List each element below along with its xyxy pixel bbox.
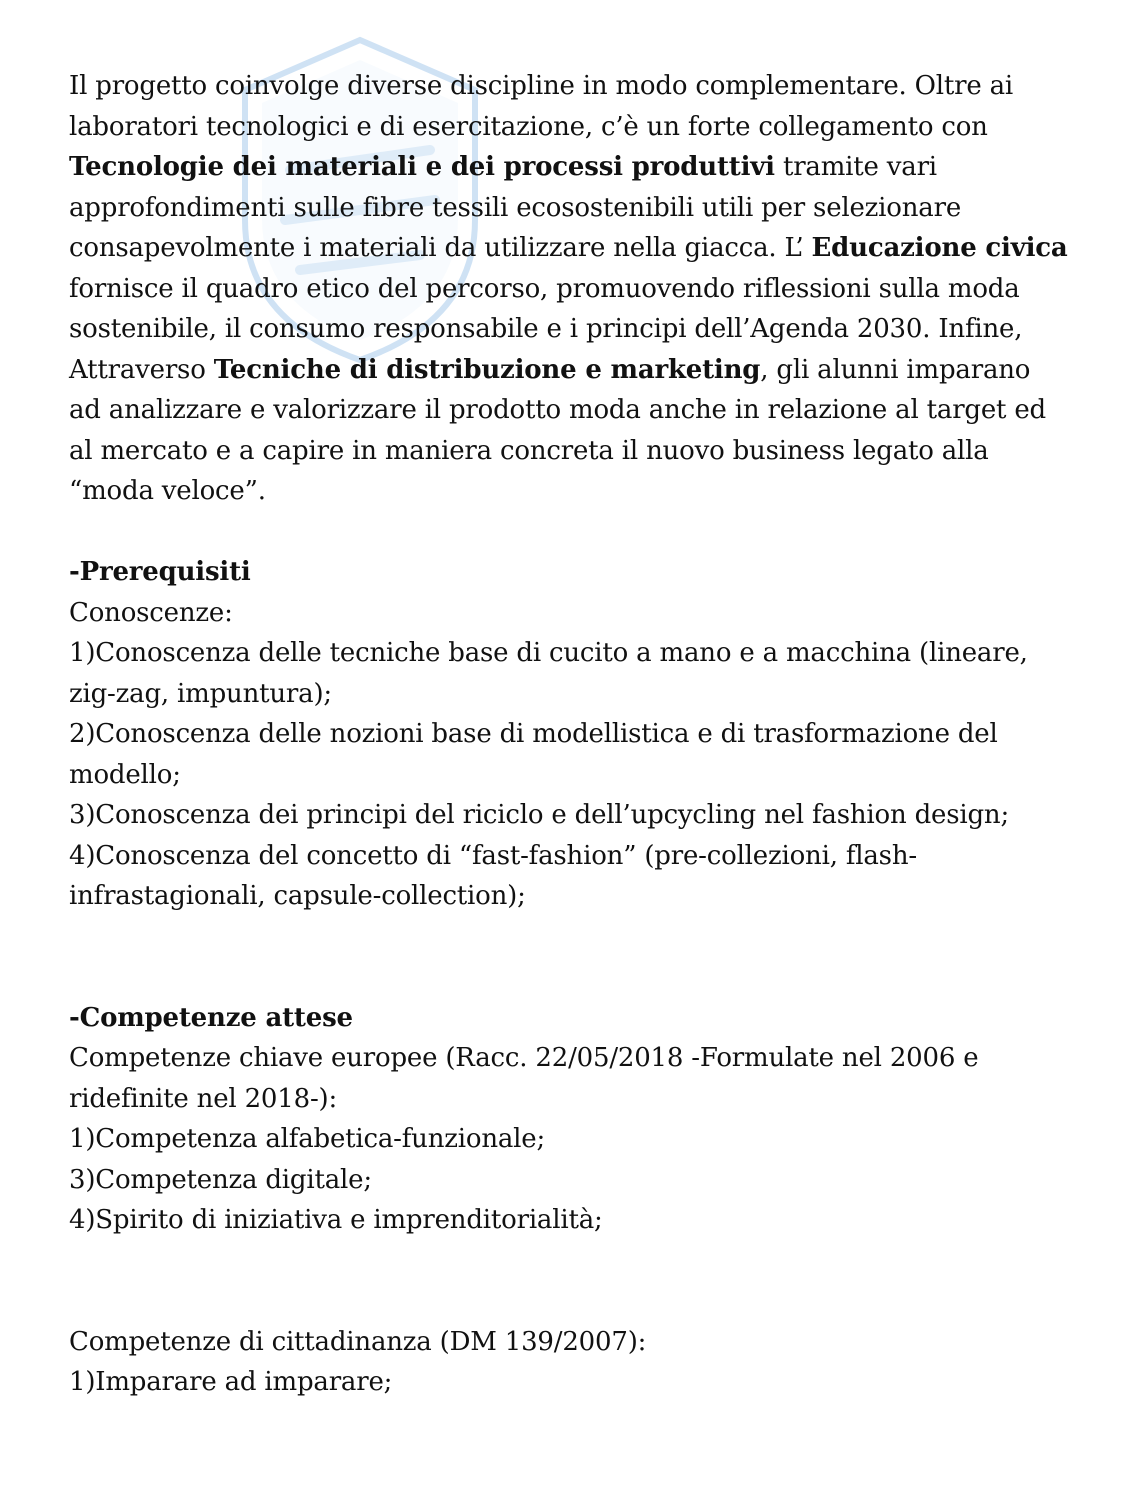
- competenza-item: 4)Spirito di iniziativa e imprenditorialità;: [69, 1205, 603, 1235]
- intro-text-4: , gli alunni imparano ad analizzare e valorizzare il prodotto moda anche in relazione al target ed al mercato e a capire in maniera concreta il nuovo business legato alla “moda veloce”.: [69, 354, 1047, 506]
- prerequisito-item: 1)Conoscenza delle tecniche base di cucito a mano e a macchina (lineare, zig-zag, impuntura);: [69, 638, 1028, 709]
- intro-bold-educazione: Educazione civica: [811, 233, 1068, 263]
- prerequisito-item: 3)Conoscenza dei principi del riciclo e dell’upcycling nel fashion design;: [69, 800, 1010, 830]
- intro-bold-materiali: Tecnologie dei materiali e dei processi produttivi: [69, 152, 775, 182]
- cittadinanza-subheading: Competenze di cittadinanza (DM 139/2007):: [69, 1326, 647, 1357]
- intro-text-3: fornisce il quadro etico del percorso, promuovendo riflessioni sulla moda sostenibile, il consumo responsabile e i principi dell’Agenda 2030. Infine, Attraverso: [69, 273, 1023, 385]
- prerequisiti-heading: -Prerequisiti: [69, 557, 251, 587]
- intro-text-2: tramite vari approfondimenti sulle fibre tessili ecosostenibili utili per selezionare consapevolmente i materiali da utilizzare nella giacca. L’: [69, 152, 962, 263]
- intro-bold-marketing: Tecniche di distribuzione e marketing: [213, 354, 761, 385]
- competenza-item: 1)Competenza alfabetica-funzionale;: [69, 1124, 546, 1154]
- cittadinanza-item: 1)Imparare ad imparare;: [69, 1367, 393, 1397]
- document-page: [69, 66, 1069, 1403]
- intro-text-1: Il progetto coinvolge diverse discipline in modo complementare. Oltre ai laboratori tecnologici e di esercitazione, c’è un forte collegamento con: [69, 71, 1014, 142]
- competenza-item: 3)Competenza digitale;: [69, 1164, 372, 1195]
- prerequisito-item: 4)Conoscenza del concetto di “fast-fashion” (pre-collezioni, flash-infrastagionali, capsule-collection);: [69, 840, 917, 911]
- competenze-chiave-subheading: Competenze chiave europee (Racc. 22/05/2018 -Formulate nel 2006 e ridefinite nel 2018-):: [69, 1043, 979, 1114]
- conoscenze-subheading: Conoscenze:: [69, 597, 233, 628]
- competenze-heading: -Competenze attese: [69, 1002, 353, 1033]
- intro-paragraph: [69, 66, 1069, 512]
- prerequisito-item: 2)Conoscenza delle nozioni base di modellistica e di trasformazione del modello;: [69, 719, 998, 790]
